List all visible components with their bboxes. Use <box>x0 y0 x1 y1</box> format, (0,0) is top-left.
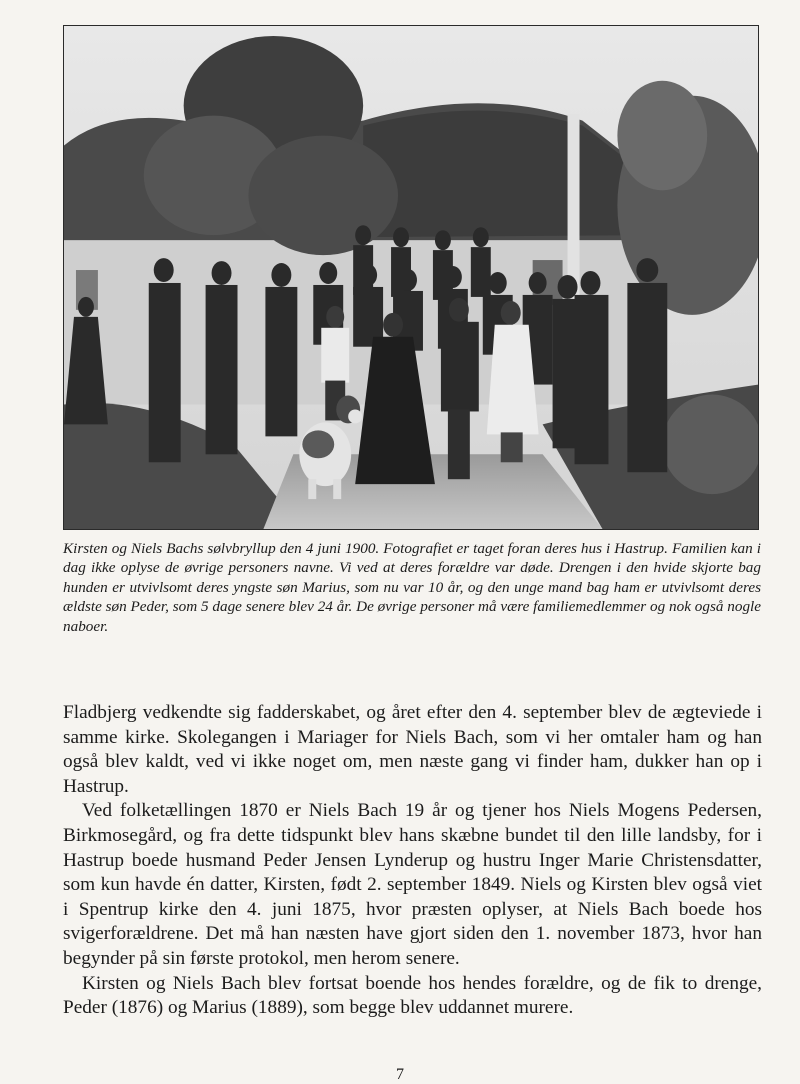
family-photograph <box>63 25 759 530</box>
photograph-image <box>64 26 758 529</box>
paragraph: Fladbjerg vedkendte sig fadderskabet, og året efter den 4. september blev de ægteviede i samme kirke. Skolegangen i Mariager for Niels Bach, som vi her omtaler ham og han også blev kaldt, ved vi ikke noget om, men næste gang vi finder ham, dukker han op i Hastrup. <box>63 702 762 797</box>
paragraph: Ved folketællingen 1870 er Niels Bach 19 år og tjener hos Niels Mogens Pedersen, Birkmosegård, og fra dette tidspunkt blev hans skæbne bundet til den lille landsby, for i Hastrup boede husmand Peder Jensen Lynderup og hustru Inger Marie Christensdatter, som kun havde én datter, Kirsten, født 2. september 1849. Niels og Kirsten blev også viet i Spentrup kirke den 4. juni 1875, hvor præsten oplyser, at Niels Bach boede hos svigerforældrene. Det må han næsten have gjort siden den 1. november 1873, hvor han begynder på sin første protokol, men herom senere. <box>63 800 762 969</box>
page-number: 7 <box>396 1066 404 1083</box>
photo-caption: Kirsten og Niels Bachs sølvbryllup den 4 juni 1900. Fotografiet er taget foran deres hus i Hastrup. Familien kan i dag ikke oplyse de øvrige personers navne. Vi ved at deres forældre var døde. Drengen i den hvide skjorte bag hunden er utvivlsomt deres yngste søn Marius, som nu var 10 år, og den unge mand bag ham er utvivlsomt deres ældste søn Peder, som 5 dage senere blev 24 år. De øvrige personer må være familiemedlemmer og nok også nogle naboer. <box>63 540 761 635</box>
paragraph: Kirsten og Niels Bach blev fortsat boende hos hendes forældre, og de fik to drenge, Peder (1876) og Marius (1889), som begge blev uddannet murere. <box>63 972 762 1019</box>
body-text <box>63 701 762 1021</box>
